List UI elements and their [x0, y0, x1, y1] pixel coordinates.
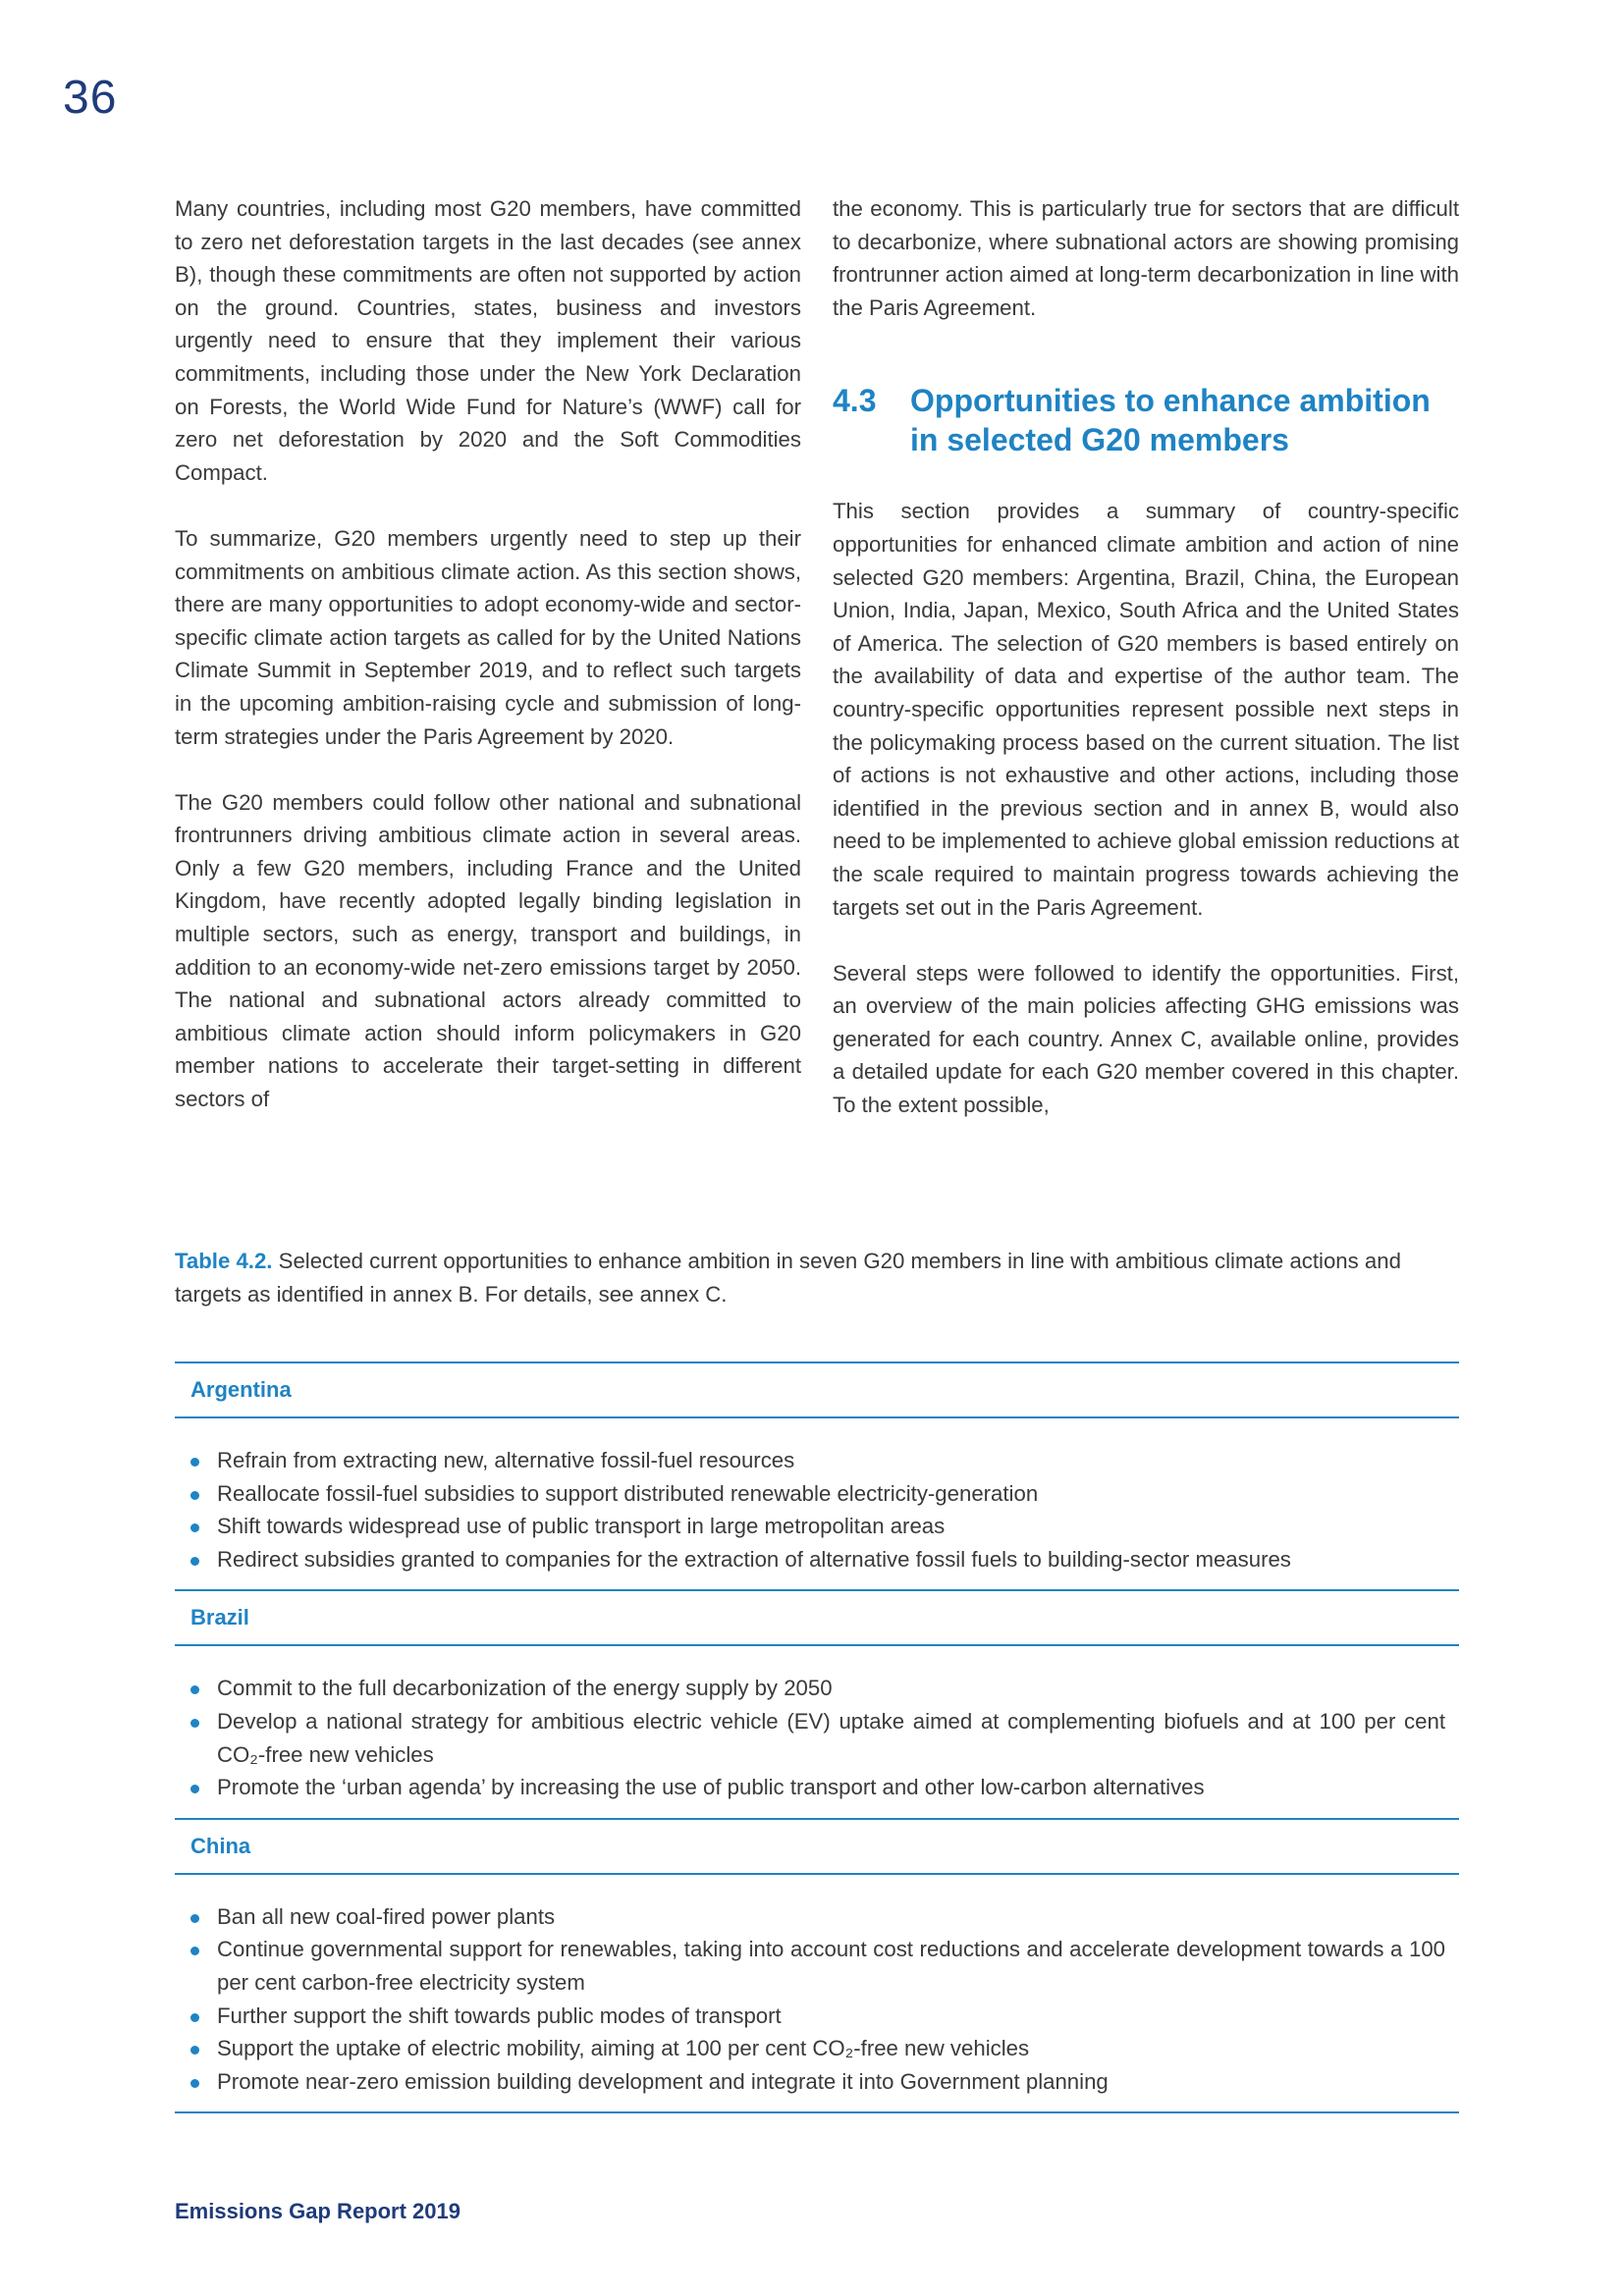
bullet-list-brazil: [175, 1646, 1459, 1817]
bullet-list-argentina: [175, 1418, 1459, 1589]
bullet-list-china: [175, 1875, 1459, 2112]
list-item: Refrain from extracting new, alternative fossil-fuel resources: [175, 1444, 1459, 1477]
list-item: Commit to the full decarbonization of the energy supply by 2050: [175, 1672, 1459, 1705]
list-item: Promote the ‘urban agenda’ by increasing the use of public transport and other low-carbon alternatives: [175, 1771, 1459, 1804]
table-caption-text: Selected current opportunities to enhance ambition in seven G20 members in line with ambitious climate actions and targets as identified in annex B. For details, see annex C.: [175, 1249, 1401, 1307]
list-item: Reallocate fossil-fuel subsidies to support distributed renewable electricity-generation: [175, 1477, 1459, 1511]
paragraph: This section provides a summary of country-specific opportunities for enhanced climate ambition and action of nine selected G20 members: Argentina, Brazil, China, the European Union, India, Japan, Mexico, South Africa and the United States of America. The selection of G20 members is based entirely on the availability of data and expertise of the author team. The country-specific opportunities represent possible next steps in the policymaking process based on the current situation. The list of actions is not exhaustive and other actions, including those identified in the previous section and in annex B, would also need to be implemented to achieve global emission reductions at the scale required to maintain progress towards achieving the targets set out in the Paris Agreement.: [833, 499, 1459, 920]
section-number: 4.3: [833, 383, 877, 419]
list-item: Continue governmental support for renewables, taking into account cost reductions and accelerate development towards a 100 per cent carbon-free electricity system: [175, 1933, 1459, 1999]
footer-report-title: Emissions Gap Report 2019: [175, 2199, 460, 2223]
left-column: [175, 192, 801, 1122]
body-columns: [175, 192, 1459, 1122]
country-header-china: China: [175, 1818, 1459, 1875]
list-item: Ban all new coal-fired power plants: [175, 1900, 1459, 1934]
table-caption: [175, 1245, 1459, 1310]
page-number: 36: [63, 72, 118, 124]
list-item: Shift towards widespread use of public transport in large metropolitan areas: [175, 1510, 1459, 1543]
list-item: Develop a national strategy for ambitious electric vehicle (EV) uptake aimed at complementing biofuels and at 100 per cent CO₂-free new vehicles: [175, 1705, 1459, 1771]
paragraph: Several steps were followed to identify the opportunities. First, an overview of the main policies affecting GHG emissions was generated for each country. Annex C, available online, provides a detailed update for each G20 member covered in this chapter. To the extent possible,: [833, 960, 1459, 1118]
table-caption-label: Table 4.2.: [175, 1249, 273, 1273]
list-item: Support the uptake of electric mobility, aiming at 100 per cent CO₂-free new vehicles: [175, 2032, 1459, 2065]
section-heading: [833, 381, 1459, 459]
right-column: [833, 192, 1459, 1122]
paragraph: To summarize, G20 members urgently need to step up their commitments on ambitious climate action. As this section shows, there are many opportunities to adopt economy-wide and sector-specific climate action targets as called for by the United Nations Climate Summit in September 2019, and to reflect such targets in the upcoming ambition-raising cycle and submission of long-term strategies under the Paris Agreement by 2020.: [175, 525, 801, 749]
list-item: Redirect subsidies granted to companies for the extraction of alternative fossil fuels to building-sector measures: [175, 1543, 1459, 1576]
opportunities-table: [175, 1362, 1459, 2113]
section-title: Opportunities to enhance ambition in selected G20 members: [910, 383, 1431, 458]
country-header-brazil: Brazil: [175, 1589, 1459, 1646]
paragraph: Many countries, including most G20 members, have committed to zero net deforestation targets in the last decades (see annex B), though these commitments are often not supported by action on the ground. Countries, states, business and investors urgently need to ensure that they implement their various commitments, including those under the New York Declaration on Forests, the World Wide Fund for Nature’s (WWF) call for zero net deforestation by 2020 and the Soft Commodities Compact.: [175, 196, 801, 485]
paragraph: the economy. This is particularly true for sectors that are difficult to decarbonize, where subnational actors are showing promising frontrunner action aimed at long-term decarbonization in line with the Paris Agreement.: [833, 196, 1459, 320]
paragraph: The G20 members could follow other national and subnational frontrunners driving ambitious climate action in several areas. Only a few G20 members, including France and the United Kingdom, have recently adopted legally binding legislation in multiple sectors, such as energy, transport and buildings, in addition to an economy-wide net-zero emissions target by 2050. The national and subnational actors already committed to ambitious climate action should inform policymakers in G20 member nations to accelerate their target-setting in different sectors of: [175, 789, 801, 1112]
list-item: Further support the shift towards public modes of transport: [175, 2000, 1459, 2033]
country-header-argentina: Argentina: [175, 1362, 1459, 1418]
list-item: Promote near-zero emission building development and integrate it into Government planning: [175, 2065, 1459, 2099]
